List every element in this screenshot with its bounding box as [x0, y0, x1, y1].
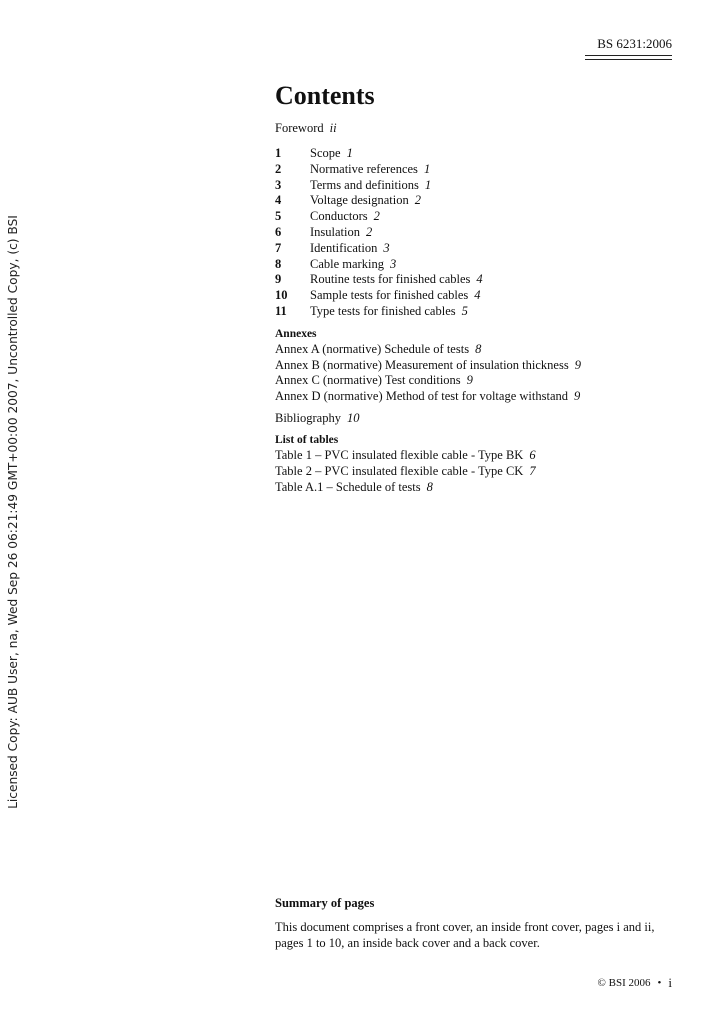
page-title: Contents — [275, 81, 375, 110]
summary-text: This document comprises a front cover, an inside front cover, pages i and ii, pages 1 to 10, an inside back cover and a back cover. — [275, 920, 655, 950]
toc-page-number: 1 — [346, 146, 353, 160]
toc-clause[interactable] — [275, 288, 675, 304]
toc-page-number: 2 — [414, 193, 421, 208]
clause-number: 8 — [275, 256, 282, 271]
clause-list — [275, 146, 675, 320]
toc-table[interactable] — [275, 448, 675, 464]
clause-number: 2 — [275, 161, 282, 176]
clause-number: 1 — [275, 146, 282, 160]
annexes-heading: Annexes — [275, 327, 317, 340]
toc-entry-title: Annex C (normative) Test conditions — [275, 373, 461, 388]
toc-entry-title: Table A.1 – Schedule of tests — [275, 479, 421, 494]
toc-annex[interactable] — [275, 389, 675, 405]
toc-entry-title: Annex A (normative) Schedule of tests — [275, 341, 470, 356]
toc-entry-title: Identification — [310, 240, 378, 255]
toc-entry-title: Annex B (normative) Measurement of insulation thickness — [275, 357, 569, 372]
toc-clause[interactable] — [275, 272, 675, 288]
bullet-separator: • — [657, 977, 662, 989]
toc-page-number: 9 — [466, 373, 473, 388]
toc-entry-title: Insulation — [310, 224, 360, 239]
license-watermark — [0, 0, 20, 1024]
annex-list — [275, 342, 675, 405]
toc-clause[interactable] — [275, 162, 675, 178]
toc-page-number: 5 — [461, 303, 468, 318]
toc-annex[interactable] — [275, 373, 675, 389]
clause-number: 4 — [275, 193, 282, 208]
copyright-text: © BSI 2006 — [597, 977, 651, 989]
page-number: i — [668, 975, 672, 990]
toc-page-number: 8 — [475, 341, 482, 356]
toc-clause[interactable] — [275, 304, 675, 320]
toc-page-number: 1 — [424, 177, 432, 192]
toc-clause[interactable] — [275, 193, 675, 209]
watermark-text: Licensed Copy: AUB User, na, Wed Sep 26 06:21:49 GMT+00:00 2007, Uncontrolled Copy, (c) BSI — [6, 215, 20, 809]
toc-entry-title: Voltage designation — [310, 193, 409, 208]
toc-entry-title: Normative references — [310, 161, 418, 176]
toc-page-number: 9 — [574, 357, 581, 372]
toc-clause[interactable] — [275, 225, 675, 241]
toc-entry-title: Conductors — [310, 209, 368, 224]
toc-entry-title: Routine tests for finished cables — [310, 272, 471, 287]
clause-number: 5 — [275, 209, 282, 224]
toc-entry-title: Table 2 – PVC insulated flexible cable - Type CK — [275, 463, 524, 478]
toc-page-number: 10 — [346, 410, 360, 425]
toc-page-number: 2 — [366, 224, 373, 239]
summary-title: Summary of pages — [275, 896, 375, 910]
clause-number: 6 — [275, 224, 282, 239]
toc-table[interactable] — [275, 480, 675, 496]
toc-foreword[interactable] — [275, 120, 675, 136]
toc-page-number: 1 — [423, 161, 431, 176]
clause-number: 9 — [275, 272, 282, 287]
toc-clause[interactable] — [275, 146, 675, 162]
summary-of-pages — [275, 895, 675, 951]
header-rule — [585, 55, 672, 56]
tables-heading: List of tables — [275, 433, 339, 446]
toc-clause[interactable] — [275, 209, 675, 225]
toc-page-number: 9 — [574, 389, 581, 404]
clause-number: 3 — [275, 177, 282, 192]
header-rule — [585, 59, 672, 60]
clause-number: 7 — [275, 240, 282, 255]
toc-entry-title: Type tests for finished cables — [310, 303, 456, 318]
toc-table[interactable] — [275, 464, 675, 480]
toc-page-number: 4 — [474, 288, 481, 303]
toc-entry-title: Annex D (normative) Method of test for voltage withstand — [275, 389, 568, 404]
toc-page-number: 2 — [373, 209, 380, 224]
toc-page-number: 3 — [383, 240, 390, 255]
toc-bibliography[interactable] — [275, 410, 675, 426]
clause-number: 10 — [275, 288, 288, 303]
standard-number: BS 6231:2006 — [597, 36, 672, 51]
toc-clause[interactable] — [275, 257, 675, 273]
toc-page-number: 4 — [476, 272, 483, 287]
toc-entry-title: Sample tests for finished cables — [310, 288, 469, 303]
toc-clause[interactable] — [275, 241, 675, 257]
contents-section — [275, 80, 675, 495]
toc-page-number: ii — [329, 121, 337, 135]
toc-page-number: 3 — [389, 256, 397, 271]
toc-page-number: 7 — [529, 463, 536, 478]
toc-page-number: 6 — [529, 447, 536, 462]
toc-entry-title: Terms and definitions — [310, 177, 419, 192]
toc-page-number: 8 — [426, 479, 433, 494]
toc-clause[interactable] — [275, 178, 675, 194]
toc-entry-title: Scope — [310, 146, 341, 160]
page-footer — [598, 975, 672, 991]
toc-entry-title: Table 1 – PVC insulated flexible cable - Type BK — [275, 447, 524, 462]
table-list — [275, 448, 675, 495]
toc-entry-title: Cable marking — [310, 256, 384, 271]
toc-annex[interactable] — [275, 358, 675, 374]
clause-number: 11 — [275, 303, 287, 318]
toc-annex[interactable] — [275, 342, 675, 358]
toc-entry-title: Foreword — [275, 121, 324, 135]
toc-entry-title: Bibliography — [275, 410, 341, 425]
